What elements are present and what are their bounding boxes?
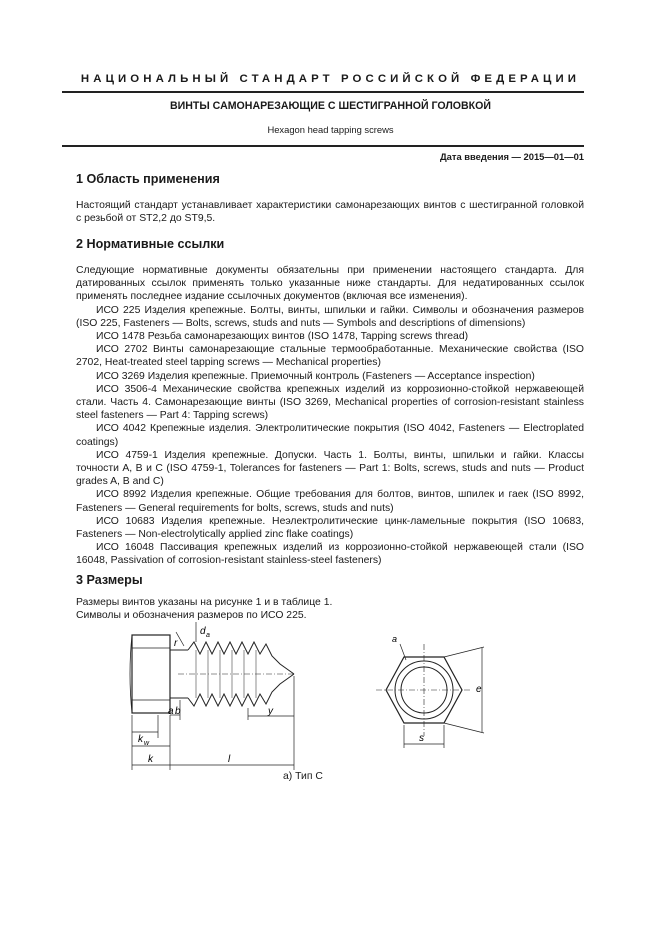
label-e: e (476, 684, 482, 695)
section2-heading: 2 Нормативные ссылки (76, 237, 225, 251)
label-kw-sub: w (144, 740, 150, 747)
ref-iso-3506-4: ИСО 3506-4 Механические свойства крепежных изделий из коррозионно-стойкой нержавеющей стали. Часть 4. Самонарезающие винты (ISO 3269, Mechanical properties of corrosion-resistant stainless steel fasteners — Part 4: Tapping screws) (76, 383, 584, 422)
figure-caption: а) Тип С (283, 771, 323, 782)
title-rule (62, 145, 584, 147)
document-subtitle: Hexagon head tapping screws (267, 124, 394, 135)
ref-iso-2702: ИСО 2702 Винты самонарезающие стальные термообработанные. Механические свойства (ISO 2702, Heat-treated steel tapping screws — Mechanical properties) (76, 344, 584, 369)
label-b: b (175, 706, 181, 717)
standard-header: НАЦИОНАЛЬНЫЙ СТАНДАРТ РОССИЙСКОЙ ФЕДЕРАЦИИ (80, 73, 581, 85)
section3-heading: 3 Размеры (76, 573, 143, 587)
effective-date: Дата введения — 2015—01—01 (439, 151, 584, 162)
ref-iso-8992: ИСО 8992 Изделия крепежные. Общие требования для болтов, винтов, шпилек и гаек (ISO 8992, Fasteners — General requirements for bolts, screws, studs and nuts) (76, 489, 584, 514)
section1-heading: 1 Область применения (76, 172, 220, 186)
ref-iso-4042: ИСО 4042 Крепежные изделия. Электролитические покрытия (ISO 4042, Fasteners — Electroplated coatings) (76, 423, 584, 448)
section3-line2: Символы и обозначения размеров по ИСО 225. (76, 610, 307, 621)
label-s: s (419, 733, 424, 744)
header-rule (62, 91, 584, 93)
section2-intro: Следующие нормативные документы обязательны при применении настоящего стандарта. Для датированных ссылок применять только указанные ниже стандарты. Для недатированных ссылок применять последнее издание ссылочных документов (включая все изменения). (76, 265, 584, 303)
ref-iso-4759-1: ИСО 4759-1 Изделия крепежные. Допуски. Часть 1. Болты, винты, шпильки и гайки. Классы точности А, В и С (ISO 4759-1, Tolerances for fasteners — Part 1: Bolts, screws, studs and nuts — Product grades A, B and C) (76, 449, 584, 488)
label-da-sub: a (206, 632, 210, 639)
section1-paragraph: Настоящий стандарт устанавливает характеристики самонарезающих винтов с шестигранной головкой с резьбой от ST2,2 до ST9,5. (76, 200, 584, 225)
screw-side-view-drawing (118, 620, 308, 770)
label-da: d (200, 626, 206, 637)
ref-iso-3269: ИСО 3269 Изделия крепежные. Приемочный контроль (Fasteners — Acceptance inspection) (96, 370, 535, 382)
section2-body (76, 264, 584, 568)
ref-iso-1478: ИСО 1478 Резьба самонарезающих винтов (ISO 1478, Tapping screws thread) (96, 331, 469, 343)
ref-iso-10683: ИСО 10683 Изделия крепежные. Неэлектролитические цинк-ламельные покрытия (ISO 10683, Fasteners — Non-electrolytically applied zinc flake coatings) (76, 515, 584, 541)
label-kw: k (138, 734, 143, 745)
section1-text (76, 199, 584, 225)
ref-iso-16048: ИСО 16048 Пассивация крепежных изделий из коррозионно-стойкой нержавеющей стали (ISO 16048, Passivation of corrosion-resistant stainless-steel fasteners) (76, 542, 584, 567)
document-title: ВИНТЫ САМОНАРЕЗАЮЩИЕ С ШЕСТИГРАННОЙ ГОЛОВКОЙ (169, 100, 492, 112)
screw-head-top-view-drawing (372, 630, 492, 750)
label-y: y (268, 706, 273, 717)
label-l: l (228, 754, 231, 765)
label-top-a: a (392, 634, 398, 644)
label-a: a (168, 706, 174, 717)
section3-line1: Размеры винтов указаны на рисунке 1 и в таблице 1. (76, 597, 333, 608)
ref-iso-225: ИСО 225 Изделия крепежные. Болты, винты, шпильки и гайки. Символы и обозначения размеров (ISO 225, Fasteners — Bolts, screws, studs and nuts — Symbols and descriptions of dimensions) (76, 304, 584, 329)
label-r: r (174, 638, 178, 649)
label-k: k (148, 754, 153, 765)
